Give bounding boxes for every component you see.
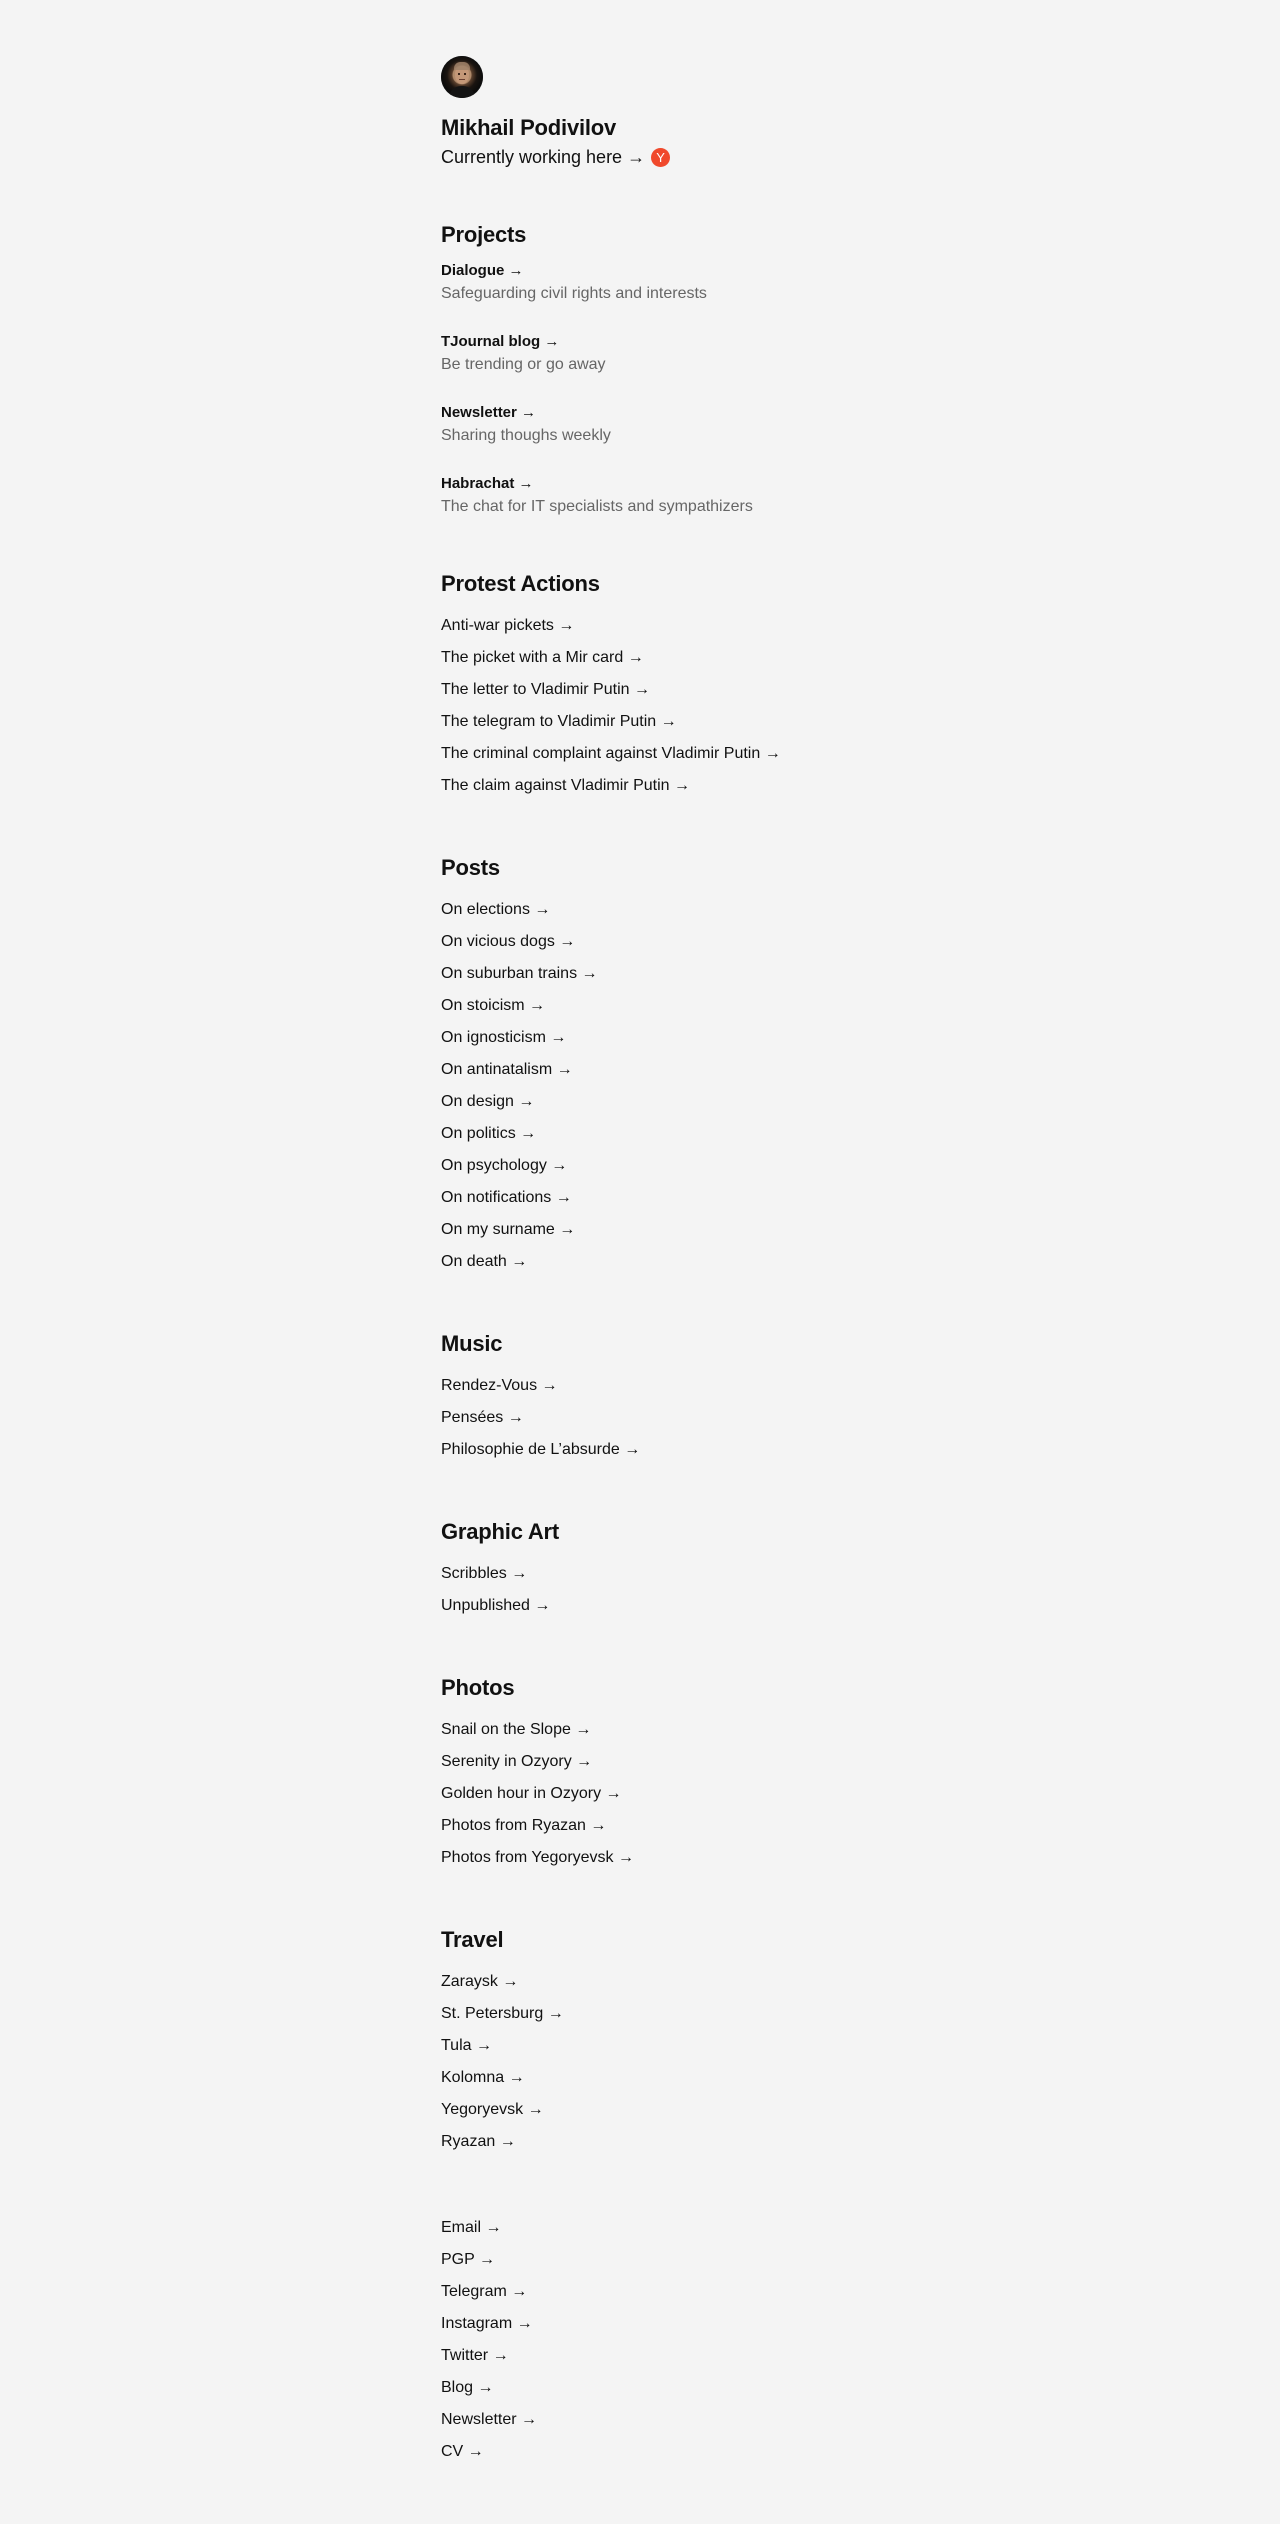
music-list <box>441 1370 861 1466</box>
contact-link-newsletter[interactable]: Newsletter → <box>441 2411 538 2428</box>
graphic-art-list <box>441 1558 861 1622</box>
list-item-link[interactable]: Snail on the Slope → <box>441 1721 592 1738</box>
project-item <box>441 474 861 518</box>
current-employer <box>441 145 861 169</box>
project-link-newsletter[interactable]: Newsletter → <box>441 404 537 421</box>
list-item-link[interactable]: The picket with a Mir card → <box>441 649 644 666</box>
list-item-link[interactable]: Anti-war pickets → <box>441 617 575 634</box>
contact-link-email[interactable]: Email → <box>441 2219 502 2236</box>
project-description: Safeguarding civil rights and interests <box>441 285 707 302</box>
list-item-link[interactable]: On antinatalism → <box>441 1061 573 1078</box>
project-link-tjournal-blog[interactable]: TJournal blog → <box>441 333 560 350</box>
list-item-link[interactable]: On design → <box>441 1093 535 1110</box>
list-item-link[interactable]: Philosophie de L’absurde → <box>441 1441 641 1458</box>
list-item-link[interactable]: Kolomna → <box>441 2069 525 2086</box>
project-description: Sharing thoughs weekly <box>441 427 611 444</box>
contacts-list <box>441 2212 861 2468</box>
travel-list <box>441 1966 861 2158</box>
list-item-link[interactable]: Zaraysk → <box>441 1973 519 1990</box>
contact-link-blog[interactable]: Blog → <box>441 2379 494 2396</box>
list-item-link[interactable]: On notifications → <box>441 1189 572 1206</box>
list-item-link[interactable]: On suburban trains → <box>441 965 598 982</box>
contact-link-instagram[interactable]: Instagram → <box>441 2315 533 2332</box>
list-item-link[interactable]: On psychology → <box>441 1157 568 1174</box>
section-title-music: Music <box>441 1331 503 1356</box>
profile-name: Mikhail Podivilov <box>441 115 617 140</box>
list-item-link[interactable]: On elections → <box>441 901 551 918</box>
project-item <box>441 261 861 305</box>
yandex-icon[interactable]: Y <box>651 148 670 167</box>
list-item-link[interactable]: Scribbles → <box>441 1565 528 1582</box>
list-item-link[interactable]: The letter to Vladimir Putin → <box>441 681 650 698</box>
project-item <box>441 332 861 376</box>
project-item <box>441 403 861 447</box>
list-item-link[interactable]: Golden hour in Ozyory → <box>441 1785 622 1802</box>
section-title-travel: Travel <box>441 1927 504 1952</box>
list-item-link[interactable]: The criminal complaint against Vladimir Putin → <box>441 745 781 762</box>
project-description: Be trending or go away <box>441 356 606 373</box>
list-item-link[interactable]: The telegram to Vladimir Putin → <box>441 713 677 730</box>
section-title-projects: Projects <box>441 222 527 247</box>
contact-link-telegram[interactable]: Telegram → <box>441 2283 528 2300</box>
list-item-link[interactable]: Photos from Ryazan → <box>441 1817 607 1834</box>
posts-section <box>441 854 861 1278</box>
posts-list <box>441 894 861 1278</box>
contacts-section <box>441 2212 861 2468</box>
contact-link-twitter[interactable]: Twitter → <box>441 2347 509 2364</box>
project-link-dialogue[interactable]: Dialogue → <box>441 262 524 279</box>
list-item-link[interactable]: On ignosticism → <box>441 1029 567 1046</box>
graphic-art-section <box>441 1518 861 1622</box>
list-item-link[interactable]: St. Petersburg → <box>441 2005 564 2022</box>
project-link-habrachat[interactable]: Habrachat → <box>441 475 534 492</box>
section-title-posts: Posts <box>441 855 500 880</box>
list-item-link[interactable]: Pensées → <box>441 1409 524 1426</box>
contact-link-cv[interactable]: CV → <box>441 2443 484 2460</box>
section-title-graphic-art: Graphic Art <box>441 1519 560 1544</box>
list-item-link[interactable]: On politics → <box>441 1125 537 1142</box>
projects-section <box>441 221 861 518</box>
list-item-link[interactable]: On stoicism → <box>441 997 546 1014</box>
list-item-link[interactable]: Yegoryevsk → <box>441 2101 544 2118</box>
list-item-link[interactable]: Tula → <box>441 2037 492 2054</box>
protest-actions-list <box>441 610 861 802</box>
section-title-protest-actions: Protest Actions <box>441 571 600 596</box>
list-item-link[interactable]: Rendez-Vous → <box>441 1377 558 1394</box>
list-item-link[interactable]: Photos from Yegoryevsk → <box>441 1849 634 1866</box>
protest-actions-section <box>441 570 861 802</box>
music-section <box>441 1330 861 1466</box>
list-item-link[interactable]: Unpublished → <box>441 1597 551 1614</box>
list-item-link[interactable]: On vicious dogs → <box>441 933 576 950</box>
avatar <box>441 56 483 98</box>
main-column <box>441 56 861 2468</box>
section-title-photos: Photos <box>441 1675 515 1700</box>
photos-list <box>441 1714 861 1874</box>
list-item-link[interactable]: Ryazan → <box>441 2133 516 2150</box>
profile-header <box>441 56 861 169</box>
project-description: The chat for IT specialists and sympathizers <box>441 498 753 515</box>
list-item-link[interactable]: On my surname → <box>441 1221 576 1238</box>
contact-link-pgp[interactable]: PGP → <box>441 2251 495 2268</box>
list-item-link[interactable]: The claim against Vladimir Putin → <box>441 777 690 794</box>
list-item-link[interactable]: On death → <box>441 1253 528 1270</box>
current-employer-link[interactable]: Currently working here → <box>441 147 646 167</box>
photos-section <box>441 1674 861 1874</box>
travel-section <box>441 1926 861 2158</box>
list-item-link[interactable]: Serenity in Ozyory → <box>441 1753 593 1770</box>
